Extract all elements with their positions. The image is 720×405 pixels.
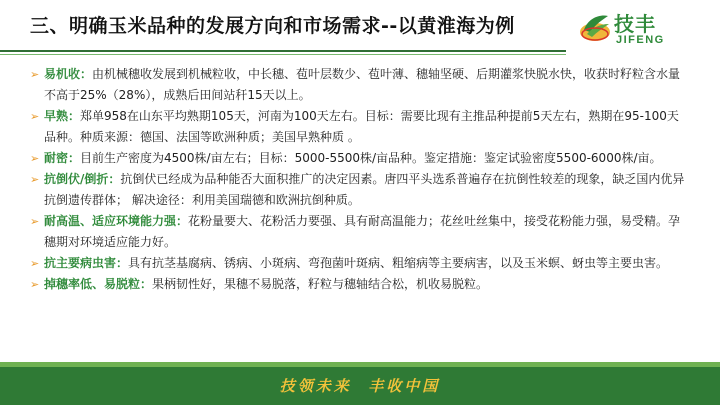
item-label: 掉穗率低、易脱粒： [44,277,153,291]
title-underline-dark [0,50,566,52]
list-item [30,148,690,169]
item-text: 抗倒伏已经成为品种能否大面积推广的决定因素。唐四平头选系普遍存在抗倒性较差的现象，缺乏国内优异抗倒遗传群体； 解决途径：利用美国瑞德和欧洲抗倒种质。 [44,172,685,207]
bullet-list [30,64,690,295]
arrow-bullet-icon: ➢ [30,215,40,228]
item-text: 由机械穗收发展到机械粒收，中长穗、苞叶层数少、苞叶薄、穗轴坚硬、后期灌浆快脱水快，收获时籽粒含水量不高于25%（28%），成熟后田间站秆15天以上。 [44,67,681,102]
arrow-bullet-icon: ➢ [30,110,40,123]
item-text: 花粉量要大、花粉活力要强、具有耐高温能力；花丝吐丝集中，接受花粉能力强，易受精。孕穗期对环境适应能力好。 [44,214,681,249]
arrow-bullet-icon: ➢ [30,278,40,291]
list-item [30,169,690,211]
item-label: 抗倒伏/倒折： [44,172,121,186]
title-bar [0,0,720,56]
arrow-bullet-icon: ➢ [30,173,40,186]
item-label: 早熟： [44,109,81,123]
arrow-bullet-icon: ➢ [30,257,40,270]
title-underline-light [0,54,566,55]
item-text: 果柄韧性好，果穗不易脱落，籽粒与穗轴结合松，机收易脱粒。 [152,277,489,291]
arrow-bullet-icon: ➢ [30,68,40,81]
item-text: 具有抗茎基腐病、锈病、小斑病、弯孢菌叶斑病、粗缩病等主要病害，以及玉米螟、蚜虫等主要虫害。 [128,256,669,270]
logo-english-text: JIFENG [616,34,665,46]
list-item [30,211,690,253]
footer-slogan: 技领未来 丰收中国 [279,377,441,395]
item-label: 抗主要病虫害： [44,256,129,270]
item-label: 耐高温、适应环境能力强： [44,214,189,228]
logo-chinese-text: 技丰 [614,12,656,36]
arrow-bullet-icon: ➢ [30,152,40,165]
item-text: 目前生产密度为4500株/亩左右；目标：5000-5500株/亩品种。鉴定措施：鉴定试验密度5500-6000株/亩。 [80,151,662,165]
item-text: 郑单958在山东平均熟期105天，河南为100天左右。目标：需要比现有主推品种提前5天左右，熟期在95-100天品种。种质来源：德国、法国等欧洲种质；美国早熟种质 。 [44,109,679,144]
list-item [30,253,690,274]
brand-logo [578,8,698,52]
list-item [30,274,690,295]
item-label: 耐密： [44,151,81,165]
list-item [30,64,690,106]
leaf-logo-icon [578,10,612,44]
list-item [30,106,690,148]
page-title: 三、明确玉米品种的发展方向和市场需求--以黄淮海为例 [30,15,515,37]
item-label: 易机收： [44,67,93,81]
